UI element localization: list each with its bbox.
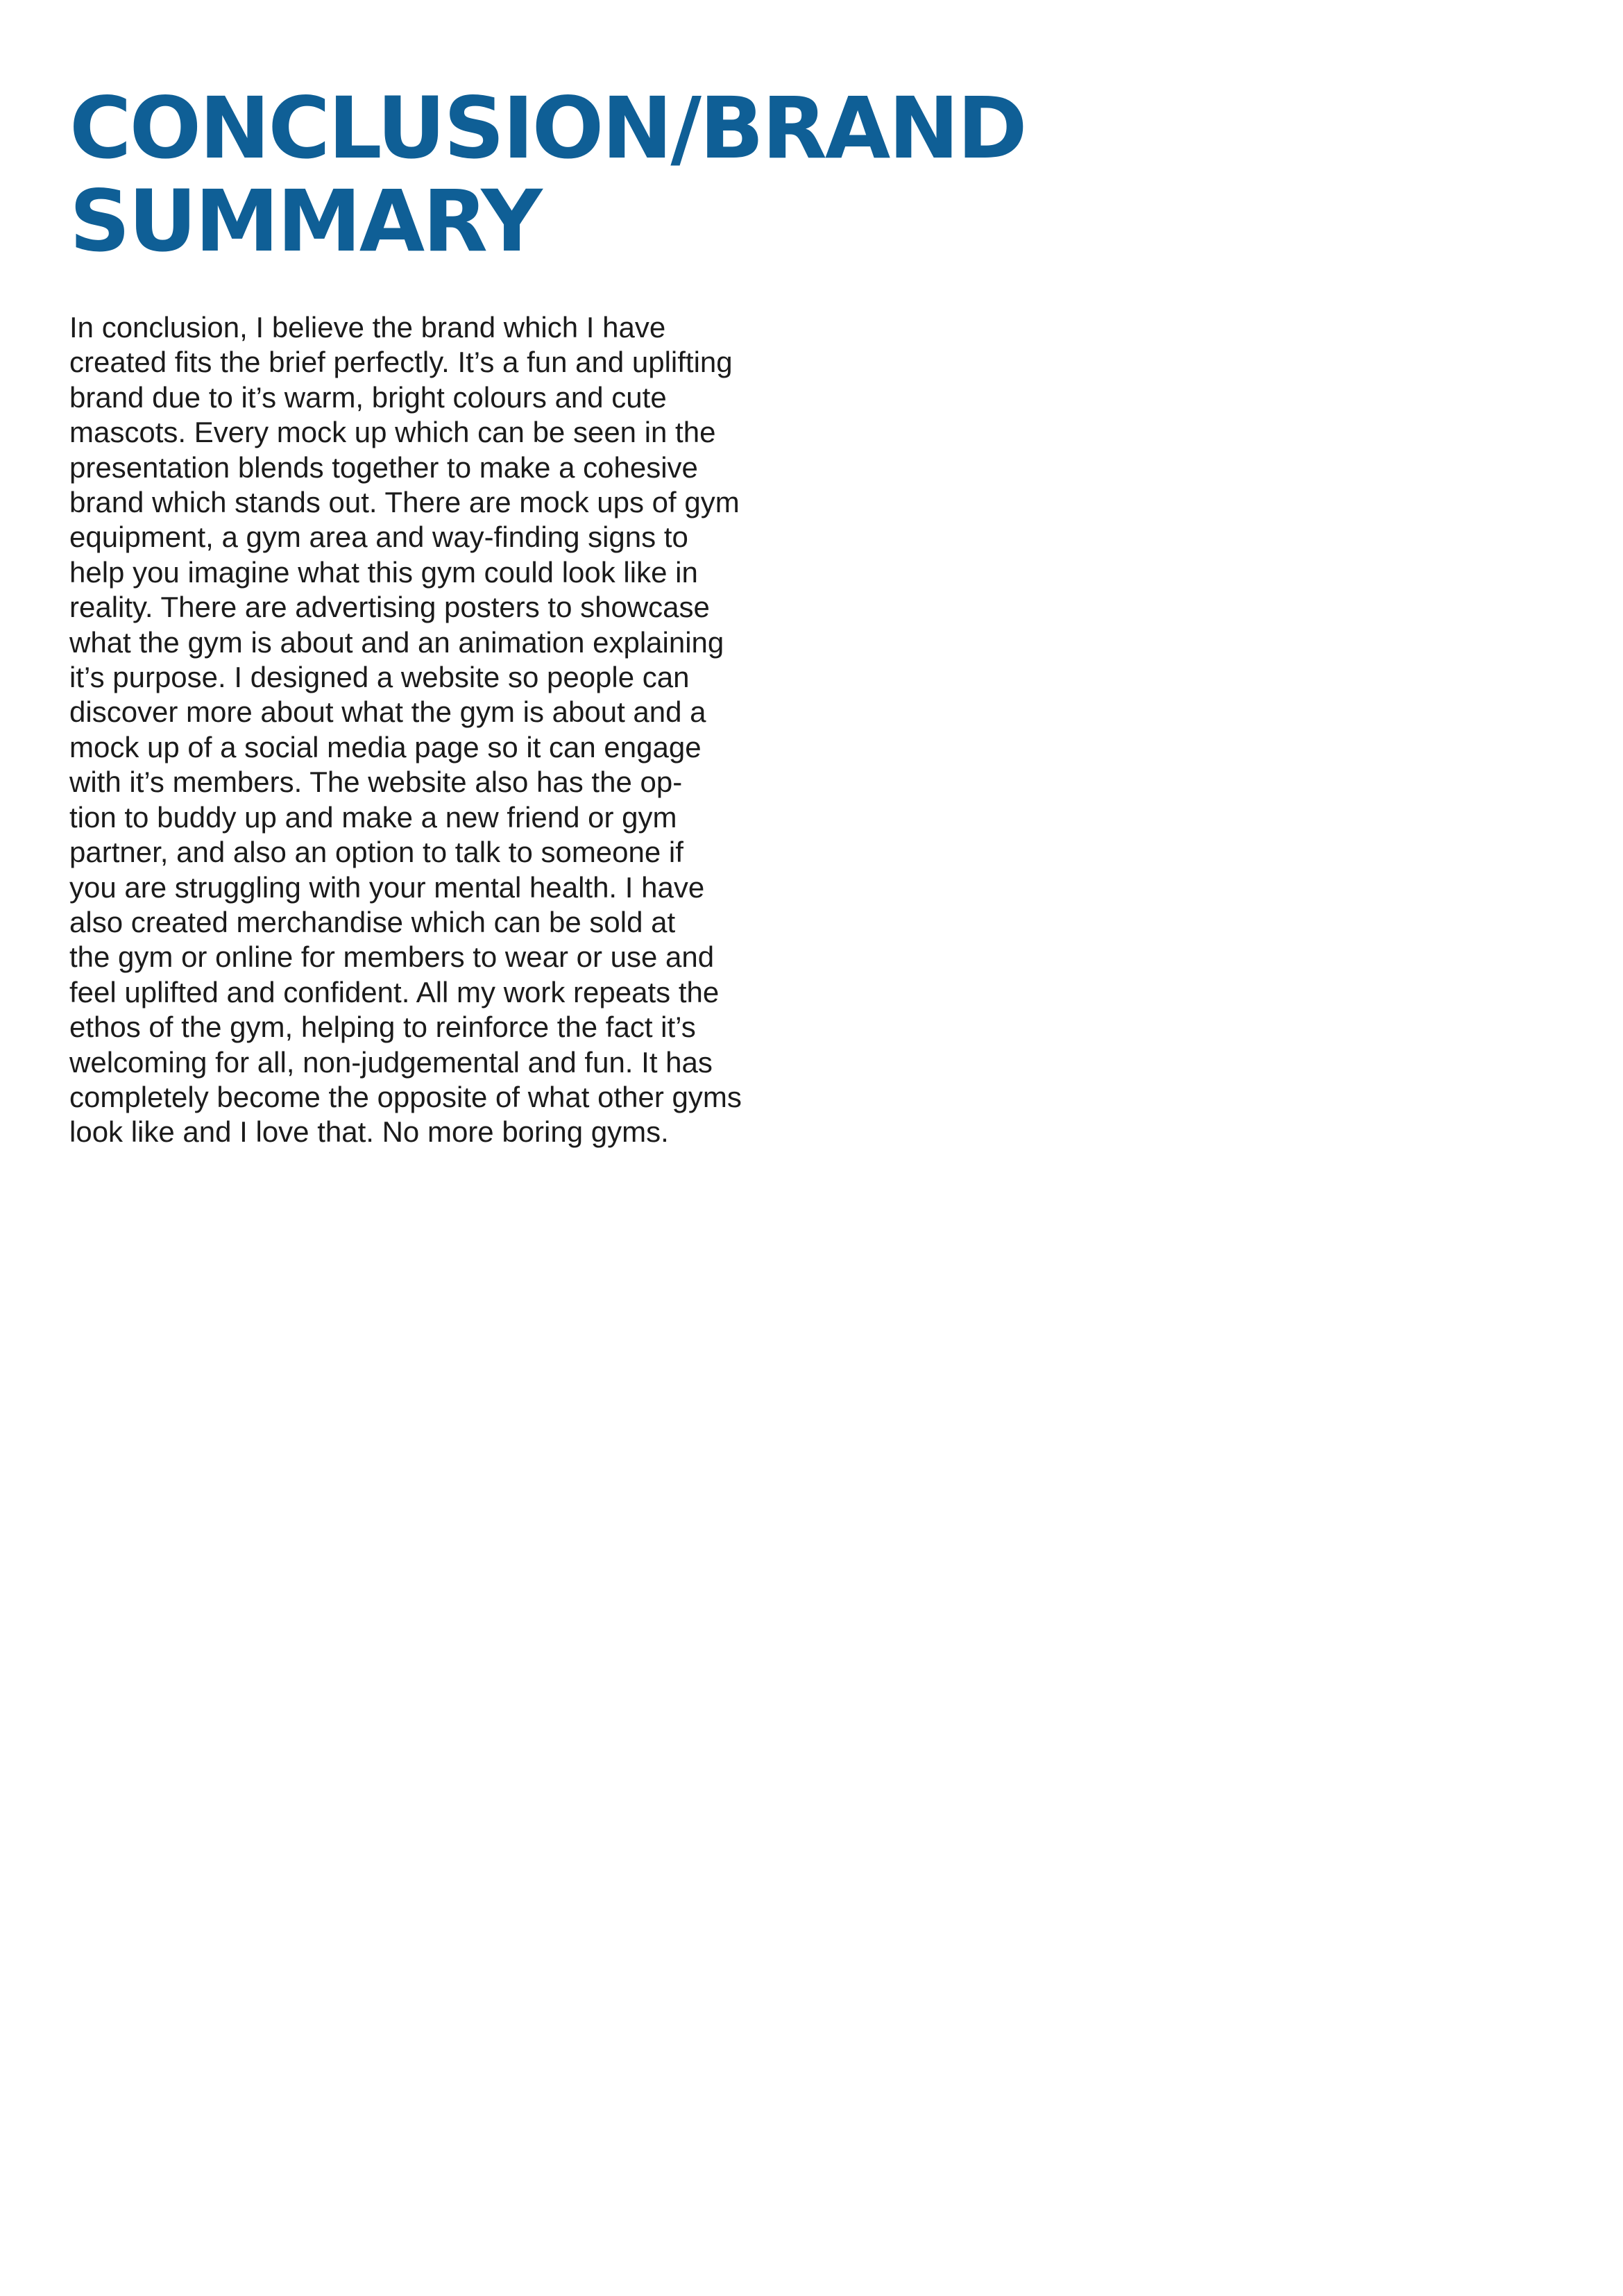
body-line: reality. There are advertising posters to showcase	[69, 591, 710, 624]
body-paragraph	[69, 310, 867, 1150]
body-line: look like and I love that. No more boring gyms.	[69, 1115, 669, 1149]
body-line: what the gym is about and an animation explaining	[69, 625, 724, 659]
body-line: In conclusion, I believe the brand which I have	[69, 311, 666, 344]
page-heading	[69, 79, 1110, 271]
body-line: mock up of a social media page so it can engage	[69, 730, 702, 763]
heading-line-1: CONCLUSION/BRAND	[69, 79, 1026, 178]
body-line: brand due to it’s warm, bright colours and cute	[69, 380, 667, 414]
body-line: feel uplifted and confident. All my work repeats the	[69, 975, 720, 1008]
body-line: also created merchandise which can be sold at	[69, 905, 676, 938]
body-line: created fits the brief perfectly. It’s a fun and uplifting	[69, 346, 733, 379]
heading-line-2: SUMMARY	[69, 172, 541, 271]
body-line: mascots. Every mock up which can be seen in the	[69, 416, 716, 449]
body-line: presentation blends together to make a cohesive	[69, 450, 698, 484]
body-line: help you imagine what this gym could look like in	[69, 555, 698, 589]
body-line: tion to buddy up and make a new friend or gym	[69, 800, 677, 834]
body-line: brand which stands out. There are mock ups of gym	[69, 486, 740, 519]
body-line: partner, and also an option to talk to someone if	[69, 836, 683, 869]
body-line: ethos of the gym, helping to reinforce the fact it’s	[69, 1011, 696, 1044]
body-line: discover more about what the gym is about and a	[69, 695, 706, 729]
body-line: with it’s members. The website also has the op-	[69, 766, 683, 799]
body-line: you are struggling with your mental health. I have	[69, 870, 705, 904]
body-line: it’s purpose. I designed a website so people can	[69, 661, 690, 694]
body-line: equipment, a gym area and way-finding signs to	[69, 521, 688, 554]
body-line: completely become the opposite of what other gyms	[69, 1080, 742, 1113]
body-line: the gym or online for members to wear or use and	[69, 940, 715, 974]
body-line: welcoming for all, non-judgemental and fun. It has	[69, 1045, 713, 1079]
